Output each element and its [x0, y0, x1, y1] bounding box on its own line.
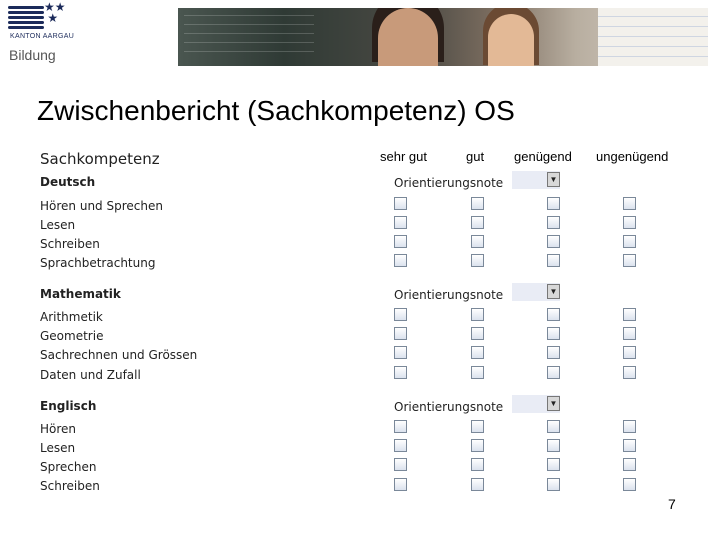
row-label: Schreiben — [40, 479, 100, 493]
grade-checkbox[interactable] — [623, 478, 636, 491]
grade-checkbox[interactable] — [547, 420, 560, 433]
orientierungsnote-select-mathematik[interactable] — [512, 283, 560, 301]
stars-icon: ★★ ★ — [44, 0, 66, 25]
grade-checkbox[interactable] — [623, 327, 636, 340]
column-header-genuegend: genügend — [514, 149, 572, 164]
grade-checkbox[interactable] — [471, 327, 484, 340]
org-name: Bildung — [9, 47, 56, 63]
canton-logo — [8, 0, 75, 44]
grade-checkbox[interactable] — [394, 478, 407, 491]
grade-checkbox[interactable] — [623, 197, 636, 210]
row-label: Lesen — [40, 441, 76, 455]
student-image — [378, 8, 438, 66]
row-label: Daten und Zufall — [40, 368, 141, 382]
grade-checkbox[interactable] — [471, 197, 484, 210]
grade-checkbox[interactable] — [623, 235, 636, 248]
section-title-deutsch: Deutsch — [40, 175, 96, 189]
grade-checkbox[interactable] — [623, 439, 636, 452]
grade-checkbox[interactable] — [623, 420, 636, 433]
section-title-mathematik: Mathematik — [40, 287, 121, 301]
row-label: Geometrie — [40, 329, 104, 343]
grade-checkbox[interactable] — [471, 346, 484, 359]
chevron-down-icon: ▼ — [547, 284, 560, 299]
grade-checkbox[interactable] — [471, 216, 484, 229]
grade-checkbox[interactable] — [471, 439, 484, 452]
grade-checkbox[interactable] — [394, 458, 407, 471]
grade-checkbox[interactable] — [471, 420, 484, 433]
grade-checkbox[interactable] — [547, 235, 560, 248]
grade-checkbox[interactable] — [471, 235, 484, 248]
grade-checkbox[interactable] — [547, 216, 560, 229]
row-label: Sprachbetrachtung — [40, 256, 156, 270]
row-label: Schreiben — [40, 237, 100, 251]
grade-checkbox[interactable] — [547, 308, 560, 321]
grade-checkbox[interactable] — [394, 254, 407, 267]
orientierungsnote-select-englisch[interactable] — [512, 395, 560, 413]
row-label: Sprechen — [40, 460, 97, 474]
grade-checkbox[interactable] — [394, 308, 407, 321]
grade-checkbox[interactable] — [394, 216, 407, 229]
grade-checkbox[interactable] — [394, 197, 407, 210]
grade-checkbox[interactable] — [547, 197, 560, 210]
grade-checkbox[interactable] — [547, 254, 560, 267]
grade-checkbox[interactable] — [394, 420, 407, 433]
chevron-down-icon: ▼ — [547, 172, 560, 187]
grade-checkbox[interactable] — [394, 346, 407, 359]
grade-checkbox[interactable] — [623, 346, 636, 359]
grade-checkbox[interactable] — [547, 478, 560, 491]
row-label: Hören — [40, 422, 77, 436]
column-header-sehr-gut: sehr gut — [380, 149, 427, 164]
orientierungsnote-select-deutsch[interactable] — [512, 171, 560, 189]
wave-stripes-icon — [8, 6, 44, 30]
grade-checkbox[interactable] — [623, 308, 636, 321]
grade-checkbox[interactable] — [547, 327, 560, 340]
page-number: 7 — [668, 496, 676, 512]
row-label: Hören und Sprechen — [40, 199, 163, 213]
column-header-gut: gut — [466, 149, 485, 164]
row-label: Lesen — [40, 218, 76, 232]
slide-title: Zwischenbericht (Sachkompetenz) OS — [37, 95, 515, 126]
section-title-englisch: Englisch — [40, 399, 97, 413]
orientierungsnote-label: Orientierungsnote — [394, 400, 504, 414]
form-title: Sachkompetenz — [40, 150, 160, 168]
grade-checkbox[interactable] — [623, 366, 636, 379]
grade-checkbox[interactable] — [471, 366, 484, 379]
column-header-ungenuegend: ungenügend — [596, 149, 669, 164]
grade-checkbox[interactable] — [394, 366, 407, 379]
grade-checkbox[interactable] — [623, 216, 636, 229]
row-label: Sachrechnen und Grössen — [40, 348, 198, 362]
grade-checkbox[interactable] — [547, 346, 560, 359]
grade-checkbox[interactable] — [394, 439, 407, 452]
orientierungsnote-label: Orientierungsnote — [394, 288, 504, 302]
header-photo — [178, 8, 708, 66]
orientierungsnote-label: Orientierungsnote — [394, 176, 504, 190]
logo-text: KANTON AARGAU — [10, 33, 75, 40]
chalkboard-image — [184, 14, 314, 60]
grade-checkbox[interactable] — [394, 235, 407, 248]
grade-checkbox[interactable] — [394, 327, 407, 340]
header-banner — [0, 0, 720, 66]
grade-checkbox[interactable] — [471, 254, 484, 267]
grade-checkbox[interactable] — [623, 458, 636, 471]
grade-checkbox[interactable] — [623, 254, 636, 267]
notebook-image — [598, 8, 708, 66]
grade-checkbox[interactable] — [547, 366, 560, 379]
row-label: Arithmetik — [40, 310, 103, 324]
grade-checkbox[interactable] — [547, 458, 560, 471]
grade-checkbox[interactable] — [471, 458, 484, 471]
student-image — [488, 14, 534, 66]
grade-checkbox[interactable] — [471, 308, 484, 321]
grade-checkbox[interactable] — [547, 439, 560, 452]
chevron-down-icon: ▼ — [547, 396, 560, 411]
grade-checkbox[interactable] — [471, 478, 484, 491]
